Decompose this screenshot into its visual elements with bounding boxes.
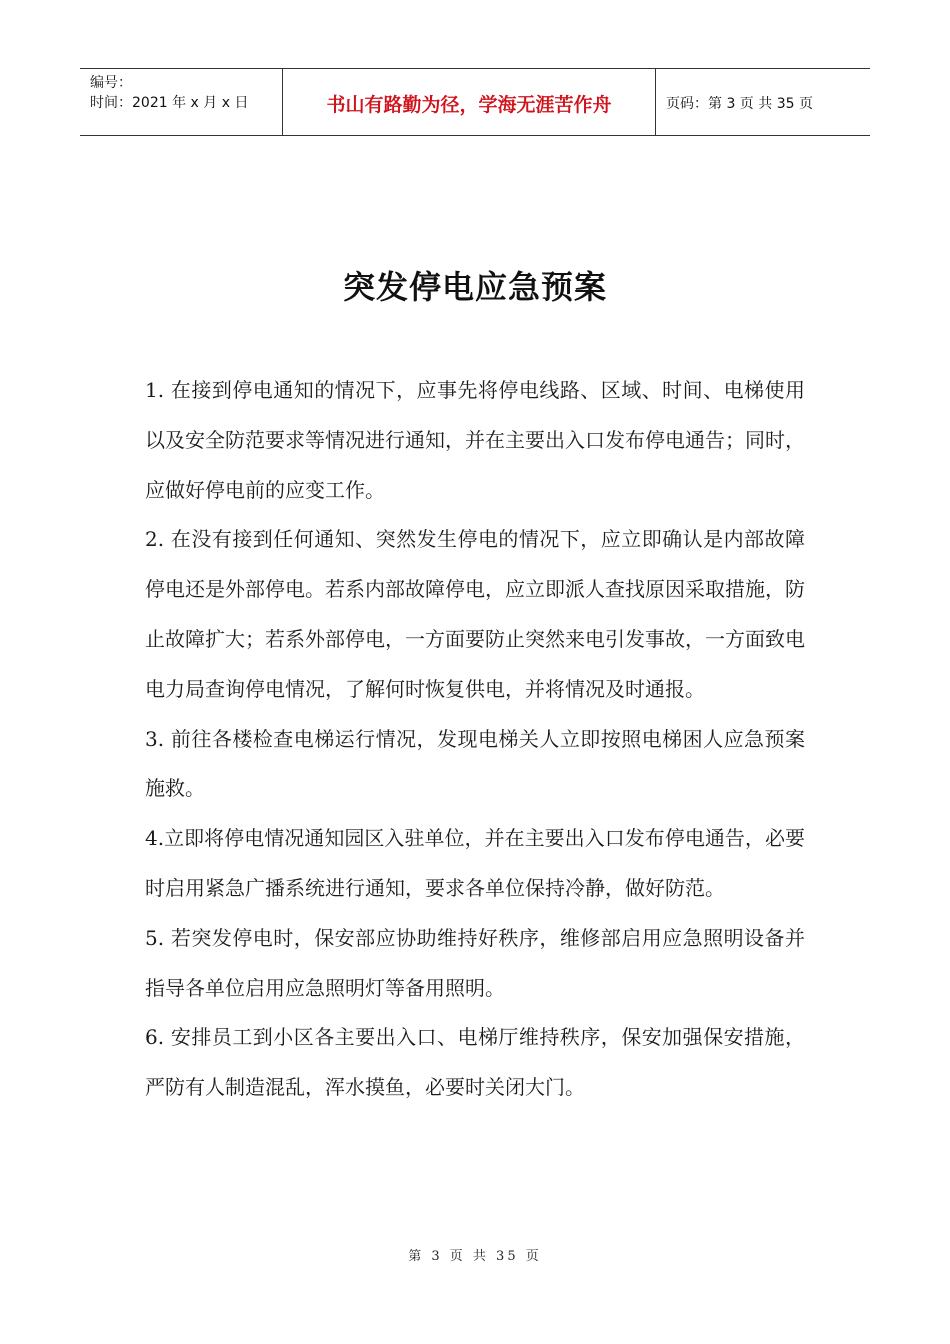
paragraph-4: 4.立即将停电情况通知园区入驻单位，并在主要出入口发布停电通告，必要时启用紧急广播系统进行通知，要求各单位保持冷静，做好防范。	[145, 826, 805, 900]
paragraph-6: 6. 安排员工到小区各主要出入口、电梯厅维持秩序，保安加强保安措施，严防有人制造混乱，浑水摸鱼，必要时关闭大门。	[145, 1025, 805, 1100]
paragraph-5: 5. 若突发停电时，保安部应协助维持好秩序，维修部启用应急照明设备并指导各单位启用应急照明灯等备用照明。	[145, 925, 805, 1000]
paragraph-3: 3. 前往各楼检查电梯运行情况，发现电梯关人立即按照电梯困人应急预案施救。	[145, 726, 805, 801]
document-body	[145, 366, 805, 1113]
header-page-info: 页码：第 3 页 共 35 页	[666, 96, 813, 112]
paragraph-2: 2. 在没有接到任何通知、突然发生停电的情况下，应立即确认是内部故障停电还是外部停电。若系内部故障停电，应立即派人查找原因采取措施，防止故障扩大；若系外部停电，一方面要防止突然来电引发事故，一方面致电电力局查询停电情况，了解何时恢复供电，并将情况及时通报。	[145, 527, 805, 701]
page-footer: 第 3 页 共 35 页	[408, 1249, 542, 1264]
header-motto: 书山有路勤为径，学海无涯苦作舟	[282, 69, 656, 135]
document-header	[80, 68, 870, 136]
document-date-label: 时间：2021 年 x 月 x 日	[90, 95, 249, 111]
document-number-label: 编号：	[90, 75, 132, 91]
paragraph-1: 1. 在接到停电通知的情况下，应事先将停电线路、区域、时间、电梯使用以及安全防范要求等情况进行通知，并在主要出入口发布停电通告；同时，应做好停电前的应变工作。	[145, 378, 805, 502]
document-title: 突发停电应急预案	[342, 268, 607, 306]
header-meta	[80, 69, 282, 135]
